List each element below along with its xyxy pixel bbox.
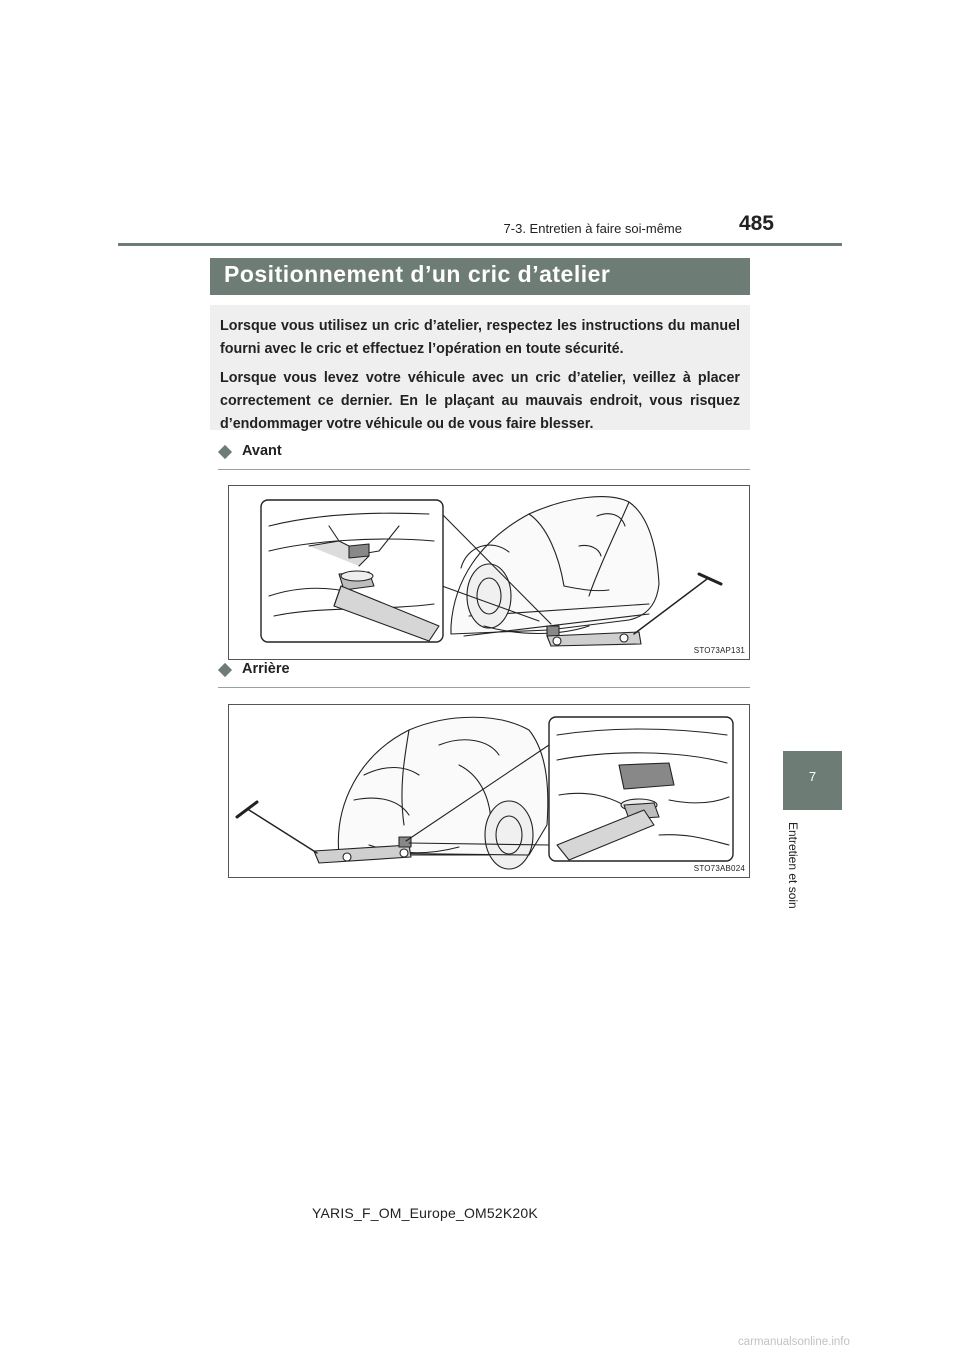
diamond-bullet-icon <box>218 663 232 677</box>
watermark: carmanualsonline.info <box>738 1336 850 1348</box>
chapter-number: 7 <box>808 769 817 784</box>
figure-code: STO73AP131 <box>693 646 745 655</box>
page-number: 485 <box>738 212 774 235</box>
figure-code: STO73AB024 <box>693 864 745 873</box>
diamond-bullet-icon <box>218 445 232 459</box>
rear-jack-illustration <box>229 705 749 877</box>
front-jack-figure <box>228 485 750 660</box>
intro-box <box>210 305 750 430</box>
intro-paragraph: Lorsque vous utilisez un cric d’atelier, respectez les instructions du manuel fourni avec le cric et effectuez l’opération en toute sécurité. <box>220 318 740 357</box>
footer-document-code: YARIS_F_OM_Europe_OM52K20K <box>312 1205 538 1221</box>
rear-jack-figure <box>228 704 750 878</box>
front-jack-illustration <box>229 486 749 659</box>
header-section-title: 7-3. Entretien à faire soi-même <box>503 221 682 236</box>
chapter-label: Entretien et soin <box>786 822 800 909</box>
subheading-label: Avant <box>242 443 282 459</box>
intro-paragraph: Lorsque vous levez votre véhicule avec un cric d’atelier, veillez à placer correctement ce dernier. En le plaçant au mauvais endroit, vous risquez d’endommager votre véhicule ou de vous faire blesser. <box>220 370 740 432</box>
section-title-bar <box>210 258 750 295</box>
section-title: Positionnement d’un cric d’atelier <box>224 261 611 287</box>
header-rule <box>118 243 842 246</box>
subheading-label: Arrière <box>242 661 290 677</box>
subheading-rear <box>218 661 750 688</box>
subheading-front <box>218 443 750 470</box>
